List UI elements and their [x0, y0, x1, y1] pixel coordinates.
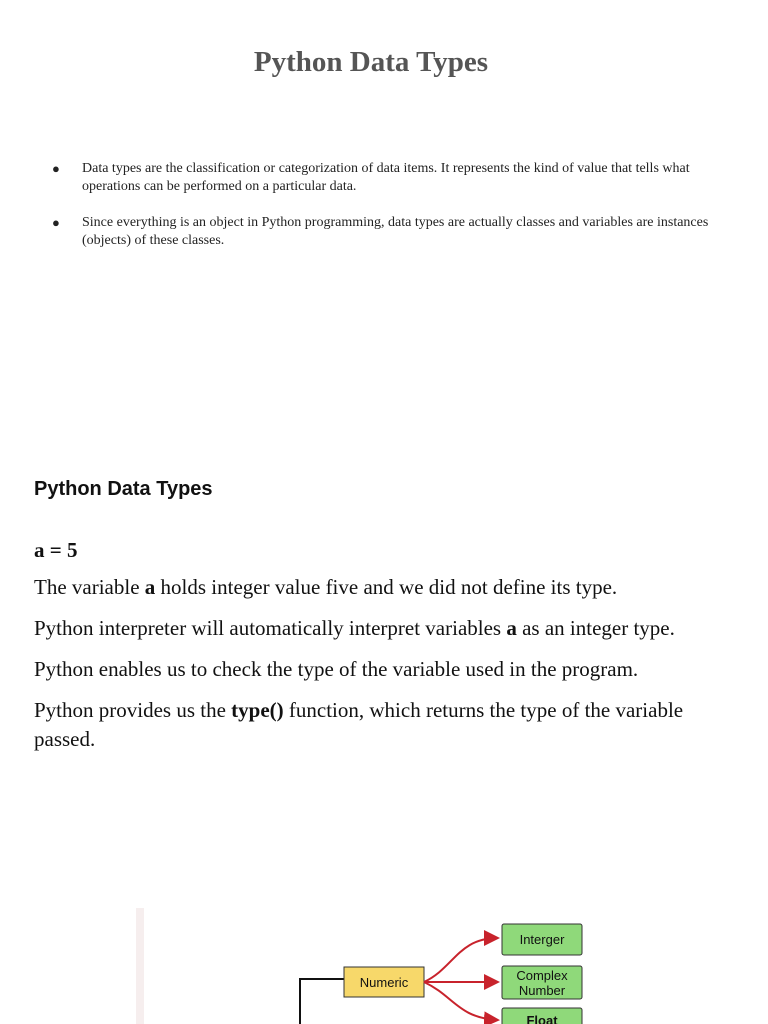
bullet-text: Data types are the classification or categorization of data items. It represents the kind of value that tells what operations can be performed on a particular data.	[82, 161, 690, 194]
arrow-integer	[424, 938, 498, 982]
float-label: Float	[526, 1013, 558, 1024]
bullet-item	[52, 214, 712, 250]
page-title: Python Data Types	[253, 46, 489, 78]
body-text	[34, 536, 744, 766]
bullet-item	[52, 160, 712, 196]
bullet-dot-icon: ●	[52, 215, 60, 230]
integer-label: Interger	[519, 932, 565, 947]
data-types-diagram	[136, 908, 636, 1024]
paragraph: The variable a holds integer value five and we did not define its type.	[34, 575, 618, 599]
numeric-label: Numeric	[359, 975, 409, 990]
section-heading: Python Data Types	[34, 478, 213, 500]
arrow-float	[424, 982, 498, 1020]
complex-number-label	[516, 968, 568, 998]
paragraph: Python interpreter will automatically interpret variables a as an integer type.	[34, 616, 675, 640]
diagram-svg	[136, 908, 636, 1024]
code-line: a = 5	[34, 538, 78, 562]
complex-number-label-line: Complex	[516, 968, 568, 983]
bullet-dot-icon: ●	[52, 161, 60, 176]
bullet-text: Since everything is an object in Python programming, data types are actually classes and variables are instances (objects) of these classes.	[82, 215, 709, 248]
intro-bullet-list	[52, 160, 712, 268]
paragraph: Python enables us to check the type of the variable used in the program.	[34, 657, 639, 681]
paragraph: Python provides us the type() function, which returns the type of the variable passed.	[34, 698, 684, 751]
trunk-line	[300, 979, 344, 1024]
complex-number-label-line: Number	[518, 983, 566, 998]
